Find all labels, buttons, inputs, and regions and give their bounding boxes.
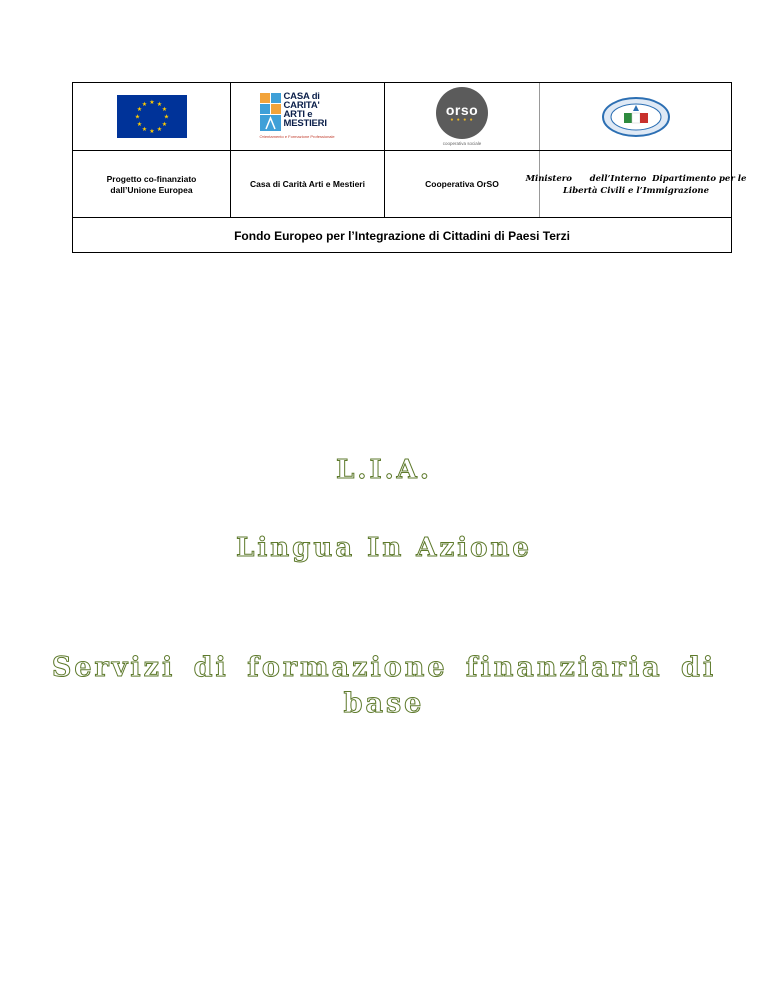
svg-text:★: ★	[141, 101, 147, 108]
orso-dots: ● ● ● ●	[450, 117, 474, 123]
svg-text:★: ★	[136, 121, 142, 128]
svg-text:★: ★	[148, 128, 155, 135]
eu-caption-cell	[73, 151, 230, 218]
svg-text:★: ★	[141, 126, 147, 133]
casa-line3: ARTI e	[283, 108, 313, 120]
svg-text:★: ★	[148, 99, 155, 106]
svg-text:★: ★	[163, 113, 169, 121]
casa-wordmark	[284, 92, 327, 128]
header-table	[72, 82, 747, 253]
orso-subtitle: cooperativa sociale	[442, 141, 482, 146]
svg-text:★: ★	[156, 101, 162, 108]
fund-title: Fondo Europeo per l’Integrazione di Cittadini di Paesi Terzi	[234, 229, 570, 243]
svg-text:★: ★	[156, 126, 162, 133]
svg-text:★: ★	[134, 113, 140, 121]
ministero-caption-cell	[525, 151, 747, 218]
fund-row	[73, 217, 731, 254]
eu-logo-cell	[73, 83, 230, 150]
svg-text:★: ★	[161, 106, 167, 113]
captions-row	[73, 150, 747, 218]
svg-text:★: ★	[136, 106, 142, 113]
eu-caption: Progetto co-finanziato dall’Unione Europea	[106, 173, 197, 195]
casa-mark-icon	[260, 93, 282, 133]
casa-subtitle: Orientamento e Formazione Professionale	[259, 133, 335, 139]
casa-line4: MESTIERI	[283, 117, 327, 129]
ministero-logo-cell	[539, 83, 732, 150]
seal-icon	[601, 96, 671, 138]
subject-title-line1: Servizi di formazione finanziaria di	[51, 652, 717, 683]
project-title: Lingua In Azione	[236, 533, 532, 563]
orso-logo-cell	[384, 83, 539, 150]
ministero-caption-line2: Libertà Civili e l’Immigrazione	[563, 185, 709, 196]
eu-flag-icon	[117, 95, 187, 138]
casa-logo	[260, 92, 356, 142]
casa-caption-cell	[230, 151, 384, 218]
ministero-caption-line1: Ministero dell’Interno Dipartimento per le	[525, 173, 747, 184]
orso-word: orso	[445, 102, 479, 118]
subject-title-line2: base	[343, 688, 425, 719]
orso-circle-icon	[436, 87, 488, 139]
acronym-title: L.I.A.	[336, 455, 432, 485]
subject-title	[0, 650, 768, 722]
logos-row	[73, 83, 731, 150]
casa-logo-cell	[230, 83, 384, 150]
casa-line1: CASA di	[283, 90, 320, 102]
orso-caption-cell	[384, 151, 539, 218]
svg-text:★: ★	[161, 121, 167, 128]
casa-caption: Casa di Carità Arti e Mestieri	[250, 179, 365, 189]
orso-logo	[436, 87, 488, 146]
orso-caption: Cooperativa OrSO	[425, 179, 499, 189]
casa-line2: CARITA'	[283, 99, 320, 111]
